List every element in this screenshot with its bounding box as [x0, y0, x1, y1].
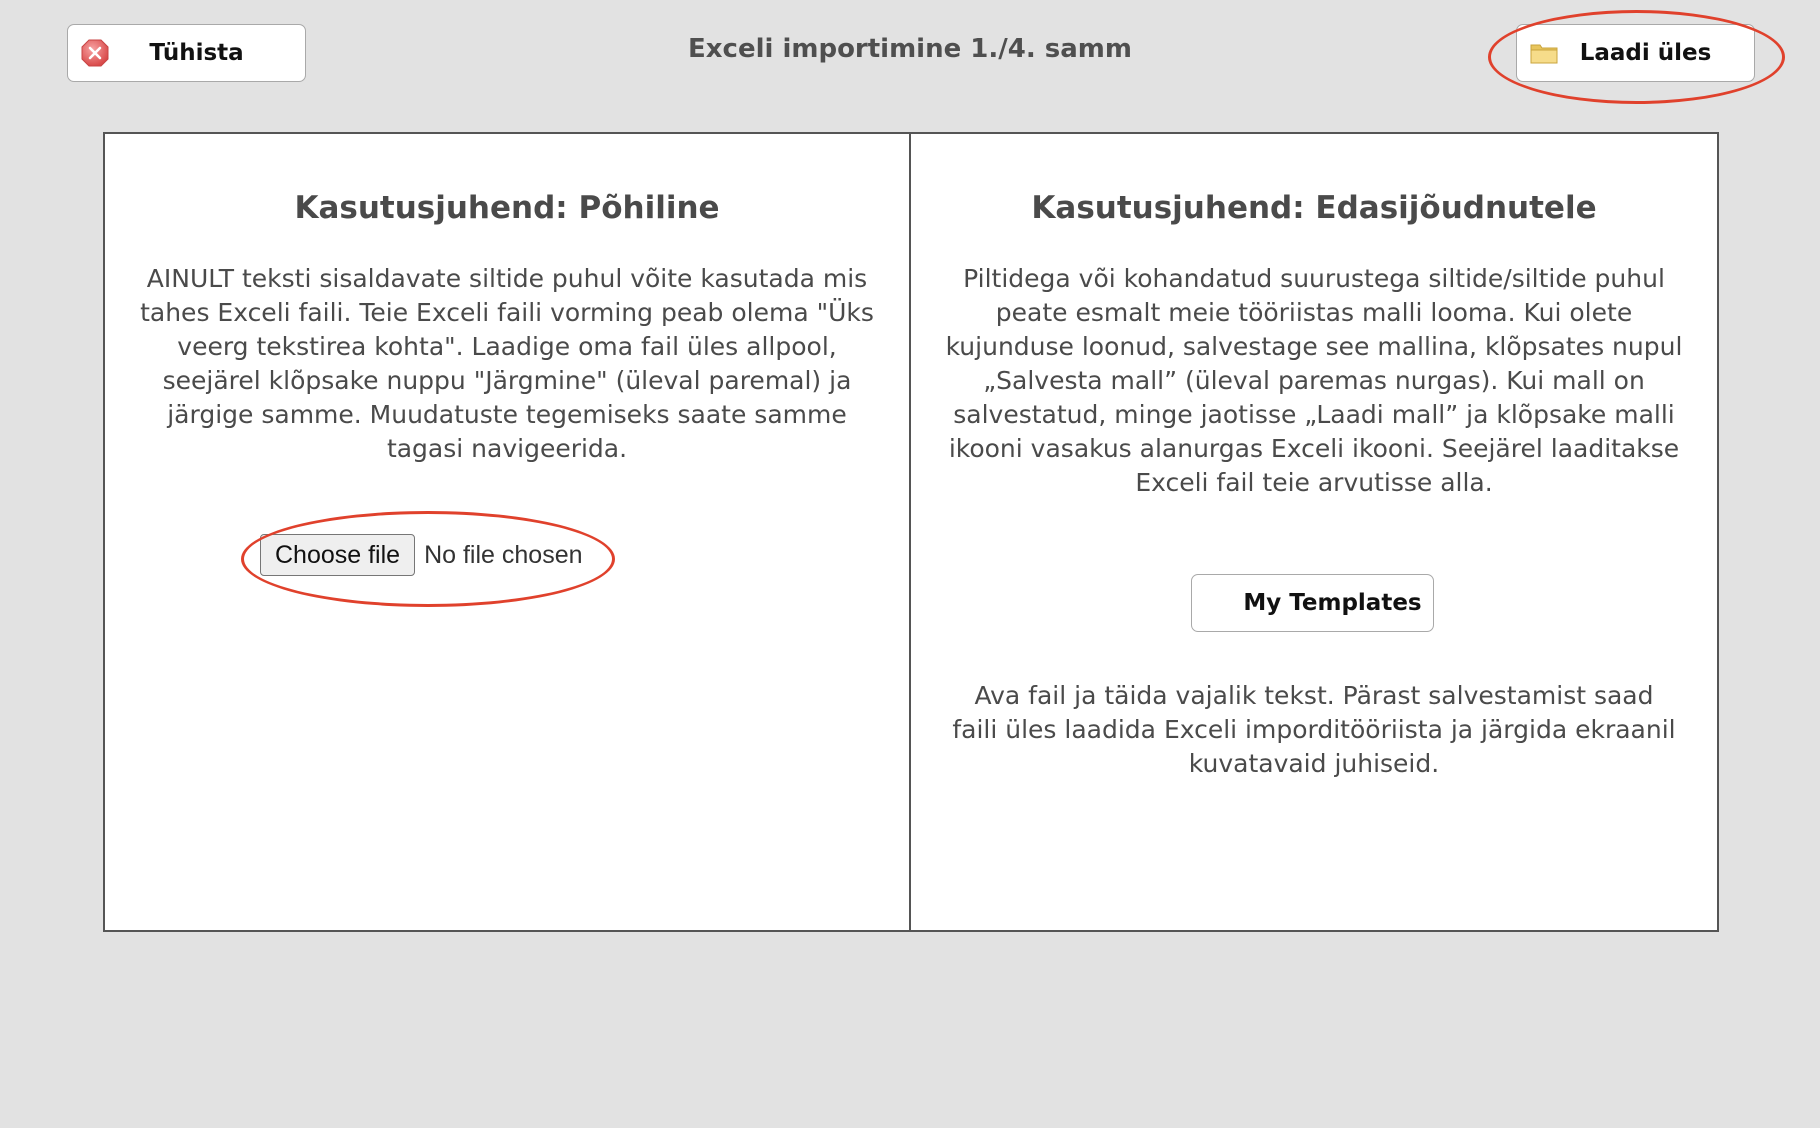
upload-button-label: Laadi üles [1579, 40, 1712, 66]
cancel-button-label: Tühista [149, 40, 244, 66]
advanced-guide-text: Piltidega või kohandatud suurustega siltide/siltide puhul peate esmalt meie tööriistas malli looma. Kui olete kujunduse loonud, salvestage see mallina, klõpsates nupul „Salvesta mall” (üleval paremas nurgas). Kui mall on salvestatud, minge jaotisse „Laadi mall” ja klõpsake malli ikooni vasakus alanurgas Exceli ikooni. Seejärel laaditakse Exceli fail teie arvutisse alla. [945, 264, 1683, 497]
basic-guide-text: AINULT teksti sisaldavate siltide puhul võite kasutada mis tahes Exceli faili. Teie Exceli faili vorming peab olema "Üks veerg tekstirea kohta". Laadige oma fail üles allpool, seejärel klõpsake nuppu "Järgmine" (üleval paremal) ja järgige samme. Muudatuste tegemiseks saate samme tagasi navigeerida. [140, 264, 874, 463]
page-title: Exceli importimine 1./4. samm [688, 34, 1132, 64]
advanced-guide-column [911, 134, 1717, 930]
choose-file-button[interactable]: Choose file [260, 534, 415, 576]
basic-guide-heading: Kasutusjuhend: Põhiline [294, 190, 720, 226]
file-input[interactable] [260, 534, 583, 576]
instructions-panel [103, 132, 1719, 932]
file-status-text: No file chosen [424, 540, 583, 569]
my-templates-button[interactable]: My Templates [1191, 574, 1434, 632]
upload-button[interactable] [1516, 24, 1755, 82]
basic-guide-column [105, 134, 911, 930]
folder-icon [1529, 38, 1559, 68]
advanced-guide-heading: Kasutusjuhend: Edasijõudnutele [1031, 190, 1597, 226]
advanced-guide-footer-text: Ava fail ja täida vajalik tekst. Pärast salvestamist saad faili üles laadida Exceli imporditööriista ja järgida ekraanil kuvatavaid juhiseid. [952, 681, 1676, 778]
